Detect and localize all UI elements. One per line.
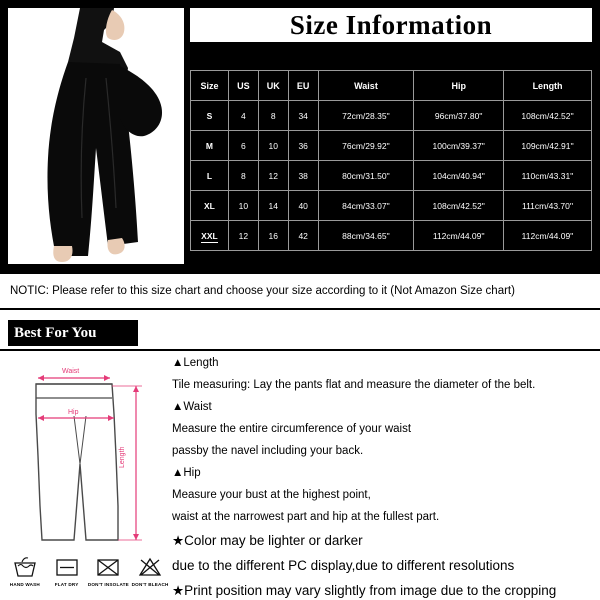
section-divider bbox=[0, 349, 600, 351]
care-dont-insolate bbox=[88, 552, 130, 598]
top-panel bbox=[0, 0, 600, 272]
col-header-us: US bbox=[228, 71, 258, 101]
cell-length: 109cm/42.91'' bbox=[504, 131, 592, 161]
care-caption: HAND WASH bbox=[9, 582, 40, 587]
title-bar bbox=[190, 8, 592, 42]
cell-hip: 112cm/44.09'' bbox=[414, 221, 504, 251]
cell-eu: 42 bbox=[288, 221, 318, 251]
measurement-diagram bbox=[8, 356, 166, 556]
care-caption: FLAT DRY bbox=[54, 582, 79, 587]
measurement-instructions bbox=[172, 352, 596, 600]
table-row bbox=[191, 191, 592, 221]
cell-eu: 40 bbox=[288, 191, 318, 221]
cell-waist: 76cm/29.92'' bbox=[318, 131, 414, 161]
best-for-you-header bbox=[8, 320, 138, 346]
cell-eu: 36 bbox=[288, 131, 318, 161]
cell-length: 111cm/43.70'' bbox=[504, 191, 592, 221]
best-for-you-label: Best For You bbox=[14, 324, 97, 341]
cell-length: 112cm/44.09'' bbox=[504, 221, 592, 251]
cell-uk: 10 bbox=[258, 131, 288, 161]
col-header-hip: Hip bbox=[414, 71, 504, 101]
diagram-label-hip: Hip bbox=[68, 409, 79, 416]
heading-waist: ▲Waist bbox=[172, 401, 212, 413]
dont-bleach-icon bbox=[129, 552, 171, 582]
note-color: ★Color may be lighter or darker bbox=[172, 533, 363, 548]
notice-bar bbox=[0, 272, 600, 310]
cell-us: 4 bbox=[228, 101, 258, 131]
cell-waist: 72cm/28.35'' bbox=[318, 101, 414, 131]
text-length-1: Tile measuring: Lay the pants flat and measure the diameter of the belt. bbox=[172, 379, 536, 391]
cell-uk: 8 bbox=[258, 101, 288, 131]
diagram-label-length: Length bbox=[119, 446, 126, 468]
cell-hip: 104cm/40.94'' bbox=[414, 161, 504, 191]
cell-hip: 96cm/37.80'' bbox=[414, 101, 504, 131]
cell-length: 110cm/43.31'' bbox=[504, 161, 592, 191]
care-flat-dry bbox=[46, 552, 88, 598]
care-dont-bleach bbox=[129, 552, 171, 598]
text-waist-2: passby the navel including your back. bbox=[172, 445, 364, 457]
notice-text: NOTIC: Please refer to this size chart and choose your size according to it (Not Amazon Size chart) bbox=[10, 285, 515, 297]
cell-size: S bbox=[191, 101, 229, 131]
size-table-container bbox=[190, 70, 592, 251]
note-print: ★Print position may vary slightly from image due to the cropping bbox=[172, 583, 557, 598]
text-hip-1: Measure your bust at the highest point, bbox=[172, 489, 371, 501]
cell-size bbox=[191, 221, 229, 251]
col-header-waist: Waist bbox=[318, 71, 414, 101]
diagram-label-waist: Waist bbox=[62, 368, 80, 375]
care-instructions bbox=[0, 552, 175, 598]
heading-length: ▲Length bbox=[172, 357, 219, 369]
page-title: Size Information bbox=[289, 9, 493, 40]
care-hand-wash bbox=[4, 552, 46, 598]
cell-uk: 16 bbox=[258, 221, 288, 251]
text-hip-2: waist at the narrowest part and hip at the fullest part. bbox=[172, 511, 440, 523]
cell-size: M bbox=[191, 131, 229, 161]
table-row bbox=[191, 161, 592, 191]
model-illustration bbox=[8, 8, 184, 264]
cell-uk: 12 bbox=[258, 161, 288, 191]
cell-us: 6 bbox=[228, 131, 258, 161]
note-display: due to the different PC display,due to different resolutions bbox=[172, 558, 515, 573]
cell-waist: 88cm/34.65'' bbox=[318, 221, 414, 251]
cell-us: 10 bbox=[228, 191, 258, 221]
table-row bbox=[191, 101, 592, 131]
cell-hip: 100cm/39.37'' bbox=[414, 131, 504, 161]
hand-wash-icon bbox=[4, 552, 46, 582]
cell-us: 8 bbox=[228, 161, 258, 191]
cell-waist: 84cm/33.07'' bbox=[318, 191, 414, 221]
text-waist-1: Measure the entire circumference of your waist bbox=[172, 423, 412, 435]
care-caption: DON'T BLEACH bbox=[131, 582, 169, 587]
cell-waist: 80cm/31.50'' bbox=[318, 161, 414, 191]
col-header-size: Size bbox=[191, 71, 229, 101]
dont-insolate-icon bbox=[88, 552, 130, 582]
table-header-row bbox=[191, 71, 592, 101]
cell-size: L bbox=[191, 161, 229, 191]
cell-us: 12 bbox=[228, 221, 258, 251]
col-header-eu: EU bbox=[288, 71, 318, 101]
table-row bbox=[191, 221, 592, 251]
cell-eu: 34 bbox=[288, 101, 318, 131]
care-caption: DON'T INSOLATE bbox=[87, 582, 129, 587]
flat-dry-icon bbox=[46, 552, 88, 582]
size-table bbox=[190, 70, 592, 251]
cell-size: XL bbox=[191, 191, 229, 221]
col-header-uk: UK bbox=[258, 71, 288, 101]
heading-hip: ▲Hip bbox=[172, 467, 201, 479]
cell-hip: 108cm/42.52'' bbox=[414, 191, 504, 221]
cell-size-text: XXL bbox=[201, 230, 218, 241]
table-row bbox=[191, 131, 592, 161]
cell-uk: 14 bbox=[258, 191, 288, 221]
product-photo bbox=[8, 8, 184, 264]
cell-eu: 38 bbox=[288, 161, 318, 191]
col-header-length: Length bbox=[504, 71, 592, 101]
cell-length: 108cm/42.52'' bbox=[504, 101, 592, 131]
